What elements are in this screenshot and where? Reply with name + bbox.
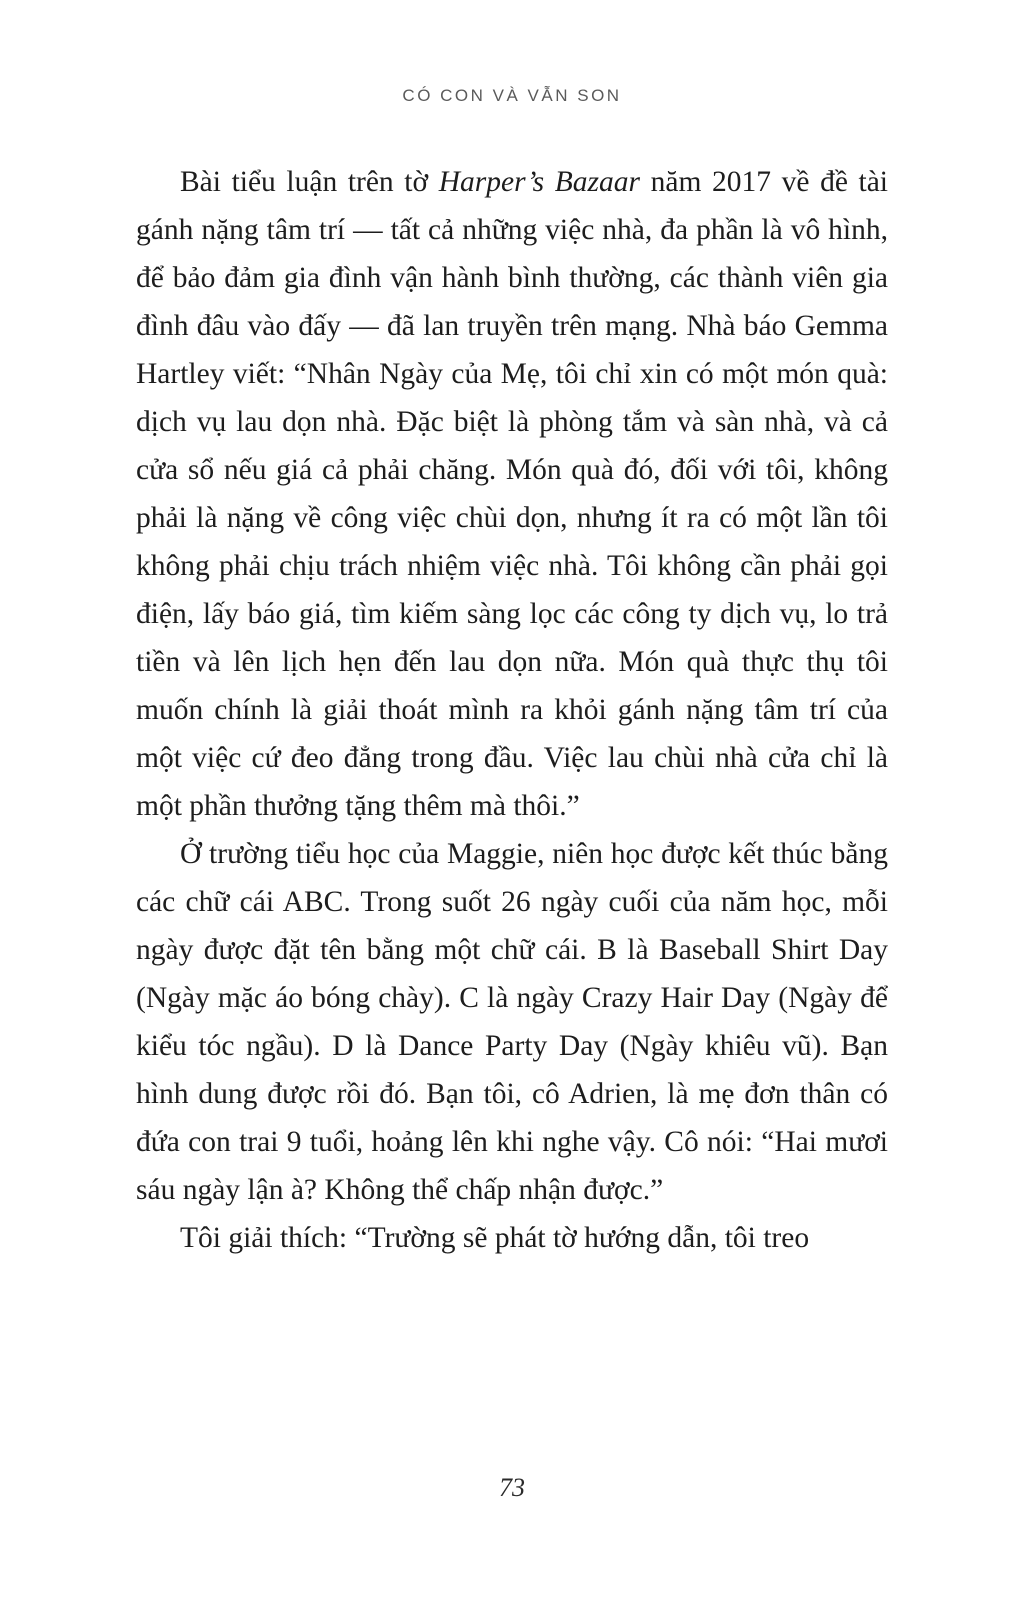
paragraph [136,1214,888,1262]
text-segment: Bài tiểu luận trên tờ [180,166,439,198]
text-segment: Tôi giải thích: “Trường sẽ phát tờ hướng dẫn, tôi treo [180,1222,810,1254]
text-segment: Ở trường tiểu học của Maggie, niên học được kết thúc bằng các chữ cái ABC. Trong suốt 26 ngày cuối của năm học, mỗi ngày được đặt tên bằng một chữ cái. B là Baseball Shirt Day (Ngày mặc áo bóng chày). C là ngày Crazy Hair Day (Ngày để kiểu tóc ngầu). D là Dance Party Day (Ngày khiêu vũ). Bạn hình dung được rồi đó. Bạn tôi, cô Adrien, là mẹ đơn thân có đứa con trai 9 tuổi, hoảng lên khi nghe vậy. Cô nói: “Hai mươi sáu ngày lận à? Không thể chấp nhận được.” [136,838,888,1206]
running-header: CÓ CON VÀ VẪN SON [402,86,622,105]
paragraph [136,830,888,1214]
body-text [136,158,888,1262]
text-segment: năm 2017 về đề tài gánh nặng tâm trí — tất cả những việc nhà, đa phần là vô hình, để bảo đảm gia đình vận hành bình thường, các thành viên gia đình đâu vào đấy — đã lan truyền trên mạng. Nhà báo Gemma Hartley viết: “Nhân Ngày của Mẹ, tôi chỉ xin có một món quà: dịch vụ lau dọn nhà. Đặc biệt là phòng tắm và sàn nhà, và cả cửa sổ nếu giá cả phải chăng. Món quà đó, đối với tôi, không phải là nặng về công việc chùi dọn, nhưng ít ra có một lần tôi không phải chịu trách nhiệm việc nhà. Tôi không cần phải gọi điện, lấy báo giá, tìm kiếm sàng lọc các công ty dịch vụ, lo trả tiền và lên lịch hẹn đến lau dọn nữa. Món quà thực thụ tôi muốn chính là giải thoát mình ra khỏi gánh nặng tâm trí của một việc cứ đeo đẳng trong đầu. Việc lau chùi nhà cửa chỉ là một phần thưởng tặng thêm mà thôi.” [136,166,889,822]
page-number: 73 [499,1473,525,1502]
italic-text-segment: Harper’s Bazaar [438,166,640,198]
paragraph [136,158,888,830]
